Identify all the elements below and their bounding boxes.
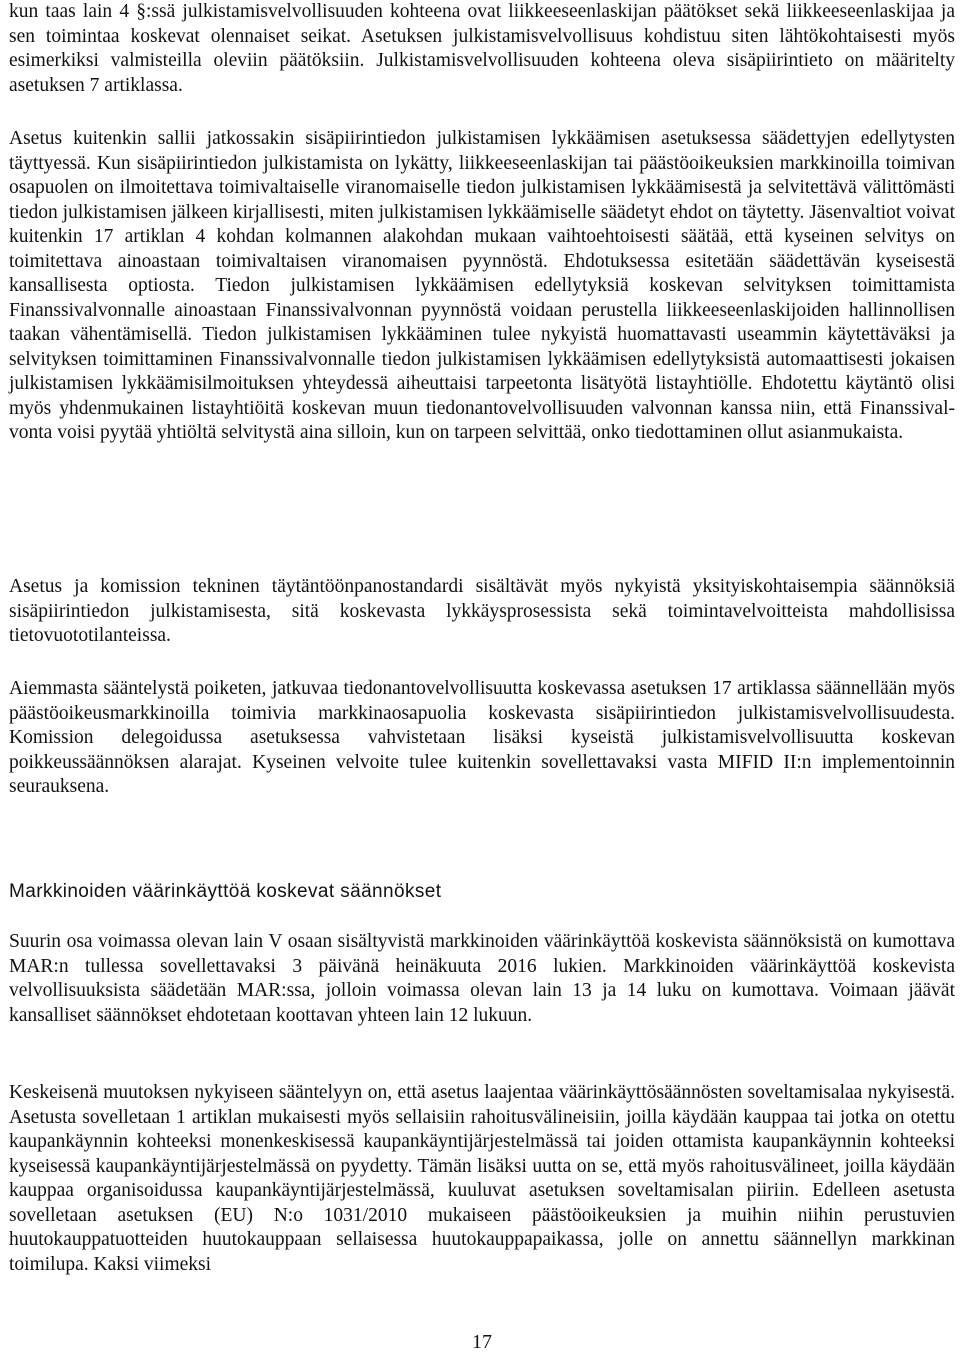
paragraph-scope-extension: Keskeisenä muutoksen nykyiseen sääntelyyn on, että asetus laajentaa väärinkäyttösäännösten soveltamisalaa nykyisestä. Asetusta sovelletaan 1 artiklan mukaisesti myös sellaisiin rahoitusvälineisiin, joilla käydään kauppaa tai jotka on otettu kaupankäynnin kohteeksi monenkeskisessä kaupankäyntijärjestelmässä tai joiden ottamista kaupankäynnin kohteeksi kyseisessä kaupankäyntijärjestelmässä on pyydetty. Tämän lisäksi uutta on se, että myös rahoitusvälineet, joilla käydään kauppaa organisoidussa kaupankäyntijärjestelmässä, kuuluvat asetuksen soveltamisalan piiriin. Edelleen asetusta sovelletaan asetuksen (EU) N:o 1031/2010 mukaiseen päästöoikeuksien ja muihin niihin perustuvien huutokauppatuotteiden huutokauppaan sellaisessa huutokauppapaikassa, jolle on annettu säännellyn markkinan toimilupa. Kaksi viimeksi bbox=[9, 1082, 955, 1275]
section-heading: Markkinoiden väärinkäyttöä koskevat säännökset bbox=[9, 881, 442, 902]
paragraph-emission-allowances: Aiemmasta sääntelystä poiketen, jatkuvaa tiedonantovelvollisuutta koskevassa asetuksen 17 artiklassa säännellään myös päästöoikeusmarkkinoilla toimivia markkinaosapuolia koskevasta sisäpiirintiedon julkistamisvelvollisuudesta. Komission delegoidussa asetuksessa vahvistetaan lisäksi kyseistä julkistamisvelvollisuutta koskevan poikkeussäännöksen alarajat. Kyseinen velvoite tulee kuitenkin sovellettavaksi vasta MIFID II:n implementoinnin seurauksena. bbox=[9, 678, 955, 797]
paragraph-delayed-disclosure: Asetus kuitenkin sallii jatkossakin sisäpiirintiedon julkistamisen lykkäämisen asetuksessa säädettyjen edellytysten täyttyessä. Kun sisäpiirintiedon julkistamista on lykätty, liikkeeseenlaskijan tai päästöoikeuksien markkinoilla toimivan osapuolen on ilmoitettava toimivaltaiselle viranomaiselle tiedon julkistamisen lykkäämisestä ja selvitettävä välittömästi tiedon julkistamisen jälkeen kirjallisesti, miten julkistamisen lykkäämiselle säädetyt ehdot on täytetty. Jäsenvaltiot voivat kuitenkin 17 artiklan 4 kohdan kolmannen alakohdan mukaan vaihtoehtoisesti säätää, että kyseinen selvitys on toimitettava ainoastaan toimivaltaisen viranomaisen pyynnöstä. Ehdotuksessa esitetään säädettävän kyseisestä kansallisesta optiosta. Tiedon julkistamisen lykkäämisen edellytyksiä koskevan selvityksen toimittamista Finanssivalvonnalle ainoastaan Finanssivalvonnan pyynnöstä voidaan perustella liikkeeseenlaskijoiden hallinnollisen taakan vähentämisellä. Tiedon julkistamisen lykkääminen tulee nykyistä huomattavasti useammin käytettäväksi ja selvityksen toimittaminen Finanssivalvonnalle tiedon julkistamisen lykkäämisen edellytyksistä automaattisesti jokaisen julkistamisen lykkäämisilmoituksen yhteydessä aiheuttaisi tarpeetonta lisätyötä listayhtiölle. Ehdotettu käytäntö olisi myös yhdenmukainen listayhtiöitä koskevan muun tiedonantovelvollisuuden valvonnan kanssa niin, että Finanssivalvonta voisi pyytää yhtiöltä selvitystä aina silloin, kun on tarpeen selvittää, onko tiedottaminen ollut asianmukaista. bbox=[9, 128, 955, 443]
paragraph-repealed-provisions: Suurin osa voimassa olevan lain V osaan sisältyvistä markkinoiden väärinkäyttöä koskevista säännöksistä on kumottava MAR:n tullessa sovellettavaksi 3 päivänä heinäkuuta 2016 lukien. Markkinoiden väärinkäyttöä koskevista velvollisuuksista säädetään MAR:ssa, jolloin voimassa olevan lain 13 ja 14 luku on kumottava. Voimaan jäävät kansalliset säännökset ehdotetaan koottavan yhteen lain 12 lukuun. bbox=[9, 931, 955, 1026]
page-number: 17 bbox=[472, 1331, 492, 1353]
paragraph-technical-standard: Asetus ja komission tekninen täytäntöönpanostandardi sisältävät myös nykyistä yksityiskohtaisempia säännöksiä sisäpiirintiedon julkistamisesta, sitä koskevasta lykkäysprosessista sekä toimintavelvoitteista mahdollisissa tietovuototilanteissa. bbox=[9, 576, 955, 646]
paragraph-disclosure-obligation: kun taas lain 4 §:ssä julkistamisvelvollisuuden kohteena ovat liikkeeseenlaskijan päätökset sekä liikkeeseenlaskijaa ja sen toimintaa koskevat olennaiset seikat. Asetuksen julkistamisvelvollisuus kohdistuu siten lähtökohtaisesti myös esimerkiksi valmisteilla oleviin päätöksiin. Julkistamisvelvollisuuden kohteena oleva sisäpiirintieto on määritelty asetuksen 7 artiklassa. bbox=[9, 1, 955, 96]
